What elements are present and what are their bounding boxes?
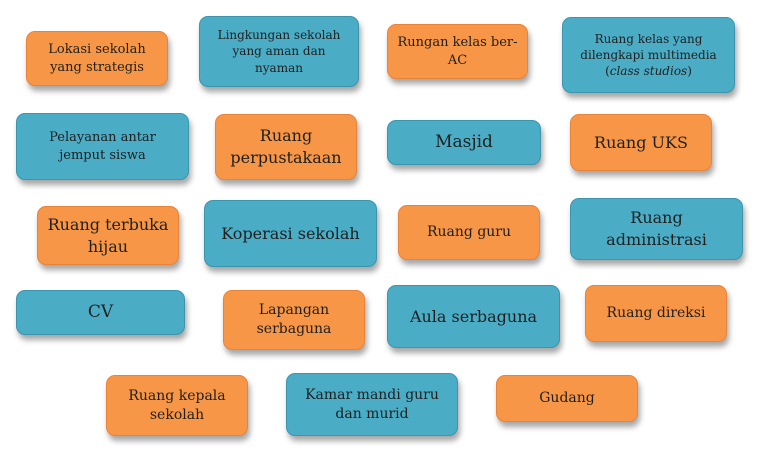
box-multimedia-sub: class studios: [609, 64, 688, 79]
box-koperasi-label: Koperasi sekolah: [221, 223, 360, 243]
box-multimedia-line1: Ruang kelas yang: [594, 31, 703, 46]
box-terbuka-line1: Ruang terbuka: [47, 214, 169, 234]
box-lokasi-sekolah: [26, 31, 168, 86]
box-multimedia-line3: (class studios): [605, 64, 692, 79]
box-perpustakaan-line2: perpustakaan: [230, 148, 342, 167]
box-masjid: [387, 120, 541, 165]
box-ruang-uks: [570, 114, 712, 171]
box-kepala-line2: sekolah: [149, 406, 205, 423]
box-ruang-direksi: [585, 285, 727, 342]
box-lingkungan-line3: nyaman: [255, 60, 303, 75]
box-lingkungan-sekolah: [199, 16, 359, 87]
box-ruang-terbuka: [37, 206, 179, 265]
box-guru-label: Ruang guru: [426, 224, 512, 241]
box-multimedia-line2: dilengkapi multimedia: [580, 47, 717, 62]
box-antarjemput-line1: Pelayanan antar: [49, 129, 156, 145]
box-cv-label: CV: [87, 302, 114, 323]
box-uks-label: Ruang UKS: [594, 132, 688, 152]
box-gudang: [496, 375, 638, 422]
box-perpustakaan: [215, 114, 357, 180]
box-kelas-ac: [387, 24, 528, 79]
box-administrasi-line2: administrasi: [606, 230, 707, 249]
box-lokasi-line1: Lokasi sekolah: [48, 41, 146, 57]
box-aula: [387, 285, 560, 348]
box-lingkungan-line2: yang aman dan: [232, 44, 326, 59]
box-antarjemput-line2: jemput siswa: [59, 147, 146, 163]
box-lapangan-line2: serbaguna: [256, 321, 332, 337]
box-perpustakaan-line1: Ruang: [259, 126, 313, 146]
box-masjid-label: Masjid: [435, 132, 493, 153]
box-lapangan-line1: Lapangan: [258, 302, 330, 319]
box-terbuka-line2: hijau: [87, 236, 129, 256]
box-antar-jemput: [16, 113, 189, 180]
box-kelas-multimedia: [562, 17, 735, 93]
box-ac-line2: AC: [447, 52, 468, 68]
box-gudang-label: Gudang: [539, 390, 595, 407]
box-kamarmandi-line1: Kamar mandi guru: [305, 386, 439, 403]
box-koperasi: [204, 200, 377, 267]
box-kepala-line1: Ruang kepala: [128, 387, 226, 404]
box-kamarmandi-line2: dan murid: [335, 405, 409, 422]
box-lokasi-line2: yang strategis: [50, 59, 144, 75]
box-lingkungan-line1: Lingkungan sekolah: [217, 28, 341, 43]
box-lapangan: [223, 290, 365, 350]
box-administrasi: [570, 198, 743, 260]
box-ac-line1: Rungan kelas ber-: [397, 34, 518, 50]
box-direksi-label: Ruang direksi: [606, 305, 706, 322]
box-cv: [16, 290, 185, 335]
box-aula-label: Aula serbaguna: [409, 306, 538, 326]
box-ruang-guru: [398, 205, 540, 260]
box-administrasi-line1: Ruang: [630, 208, 683, 228]
box-ruang-kepala: [106, 375, 248, 436]
box-kamar-mandi: [286, 373, 458, 436]
